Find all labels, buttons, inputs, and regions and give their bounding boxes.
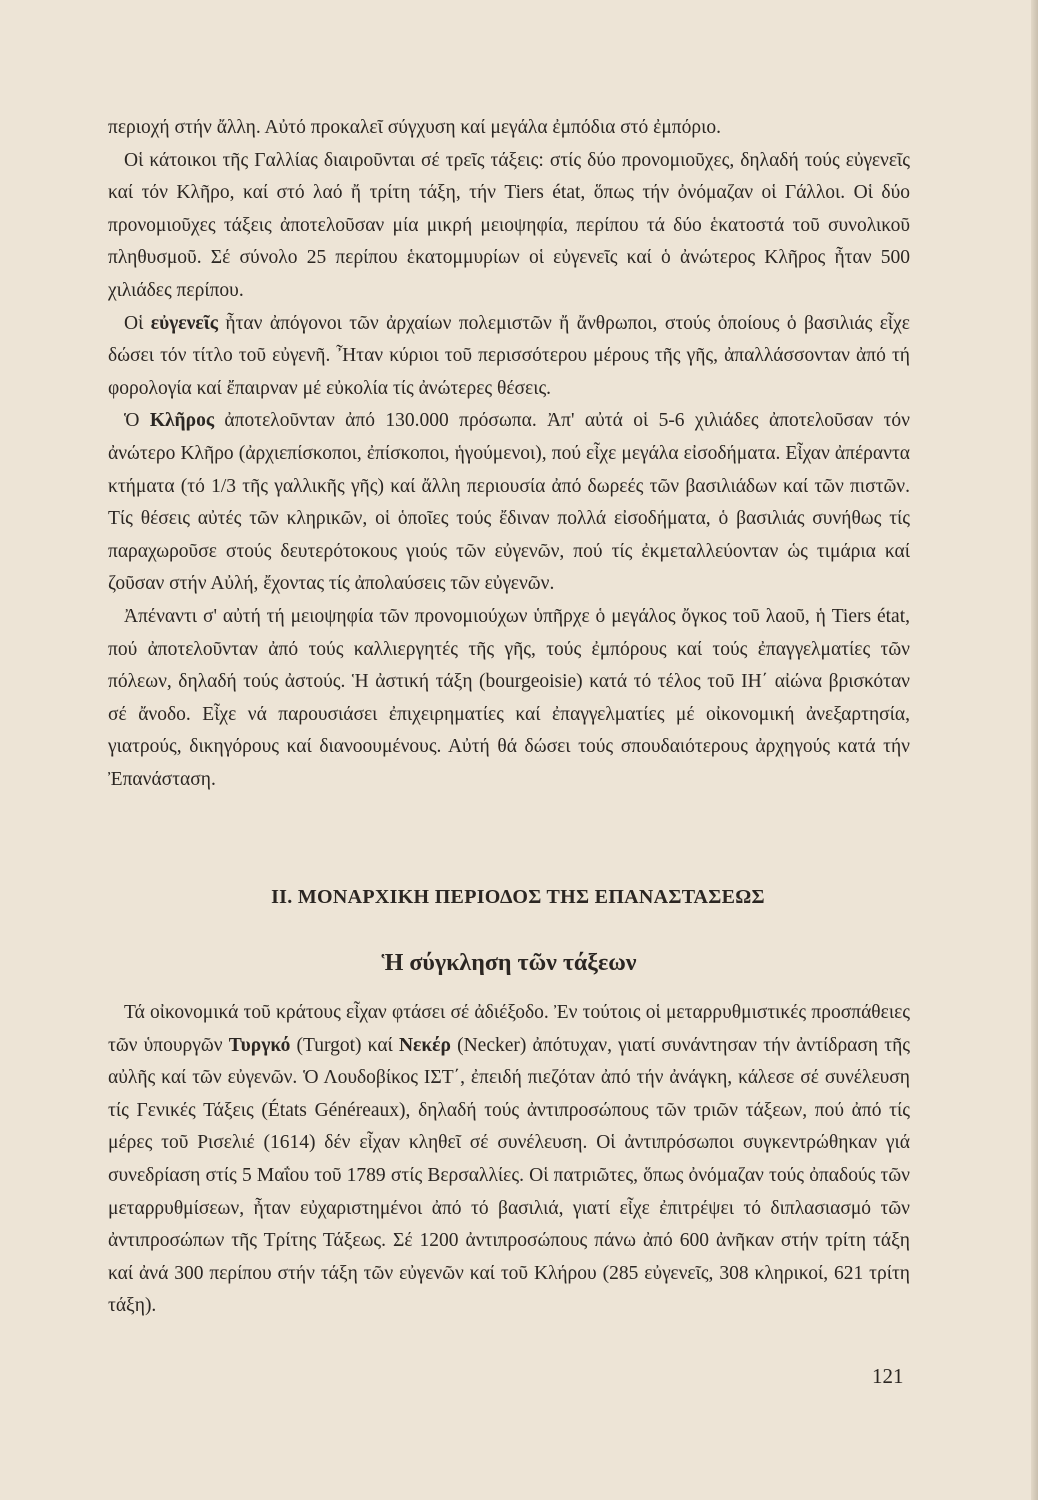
bottom-text-block [108, 997, 910, 1323]
text-run: περιοχή στήν ἄλλη. Αὐτό προκαλεῖ σύγχυση καί μεγάλα ἐμπόδια στό ἐμπόριο. [108, 117, 721, 138]
bold-term: Νεκέρ [398, 1034, 451, 1056]
sub-heading: Ἡ σύγκληση τῶν τάξεων [381, 950, 637, 976]
section-heading: ΙΙ. ΜΟΝΑΡΧΙΚΗ ΠΕΡΙΟΔΟΣ ΤΗΣ ΕΠΑΝΑΣΤΑΣΕΩΣ [271, 886, 765, 908]
paragraph [108, 112, 910, 145]
page-number: 121 [872, 1364, 904, 1388]
paragraph [108, 145, 910, 308]
book-spine-edge [1031, 0, 1038, 1500]
text-run: Τά οἰκονομικά τοῦ κράτους εἶχαν φτάσει σέ ἀδιέξοδο. Ἐν τούτοις οἱ μεταρρυθμιστικές προσπάθειες τῶν ὑπουργῶν [108, 1002, 910, 1056]
bold-term: Κλῆρος [149, 410, 215, 432]
text-run: ἦταν ἀπόγονοι τῶν ἀρχαίων πολεμιστῶν ἤ ἄνθρωποι, στούς ὁποίους ὁ βασιλιάς εἶχε δώσει τόν τίτλο τοῦ εὐγενῆ. Ἦταν κύριοι τοῦ περισσότερου μέρους τῆς γῆς, ἀπαλλάσσονταν ἀπό τή φορολογία καί ἔπαιρναν μέ εὐκολία τίς ἀνώτερες θέσεις. [108, 312, 910, 399]
top-text-block [108, 112, 910, 796]
page-body [108, 112, 911, 1317]
bold-term: εὐγενεῖς [150, 312, 218, 334]
paragraph [108, 601, 910, 797]
bold-term: Τυργκό [228, 1034, 291, 1056]
text-run: (Turgot) καί [290, 1034, 399, 1056]
text-run: Ὁ [124, 410, 150, 432]
paragraph [108, 997, 910, 1323]
text-run: Οἱ κάτοικοι τῆς Γαλλίας διαιροῦνται σέ τρεῖς τάξεις: στίς δύο προνομιοῦχες, δηλαδή τούς εὐγενεῖς καί τόν Κλῆρο, καί στό λαό ἤ τρίτη τάξη, τήν Tiers état, ὅπως τήν ὀνόμαζαν οἱ Γάλλοι. Οἱ δύο προνομιοῦχες τάξεις ἀποτελοῦσαν μία μικρή μειοψηφία, περίπου τά δύο ἑκατοστά τοῦ συνολικοῦ πληθυσμοῦ. Σέ σύνολο 25 περίπου ἑκατομμυρίων οἱ εὐγενεῖς καί ὁ ἀνώτερος Κλῆρος ἦταν 500 χιλιάδες περίπου. [108, 149, 910, 301]
text-run: ἀποτελοῦνταν ἀπό 130.000 πρόσωπα. Ἀπ' αὐτά οἱ 5-6 χιλιάδες ἀποτελοῦσαν τόν ἀνώτερο Κλῆρο (ἀρχιεπίσκοποι, ἐπίσκοποι, ἡγούμενοι), πού εἶχε μεγάλα εἰσοδήματα. Εἶχαν ἀπέραντα κτήματα (τό 1/3 τῆς γαλλικῆς γῆς) καί ἄλλη περιουσία ἀπό δωρεές τῶν βασιλιάδων καί τῶν πιστῶν. Τίς θέσεις αὐτές τῶν κληρικῶν, οἱ ὁποῖες τούς ἔδιναν πολλά εἰσοδήματα, ὁ βασιλιάς συνήθως τίς παραχωροῦσε στούς δευτερότοκους γιούς τῶν εὐγενῶν, πού τίς ἐκμεταλλεύονταν ὡς τιμάρια καί ζοῦσαν στήν Αὐλή, ἔχοντας τίς ἀπολαύσεις τῶν εὐγενῶν. [108, 410, 911, 595]
text-run: Ἀπέναντι σ' αὐτή τή μειοψηφία τῶν προνομιούχων ὑπῆρχε ὁ μεγάλος ὄγκος τοῦ λαοῦ, ἡ Tiers état, πού ἀποτελοῦνταν ἀπό τούς καλλιεργητές τῆς γῆς, τούς ἐμπόρους καί τούς ἐπαγγελματίες τῶν πόλεων, δηλαδή τούς ἀστούς. Ἡ ἀστική τάξη (bourgeoisie) κατά τό τέλος τοῦ ΙΗ΄ αἰώνα βρισκόταν σέ ἄνοδο. Εἶχε νά παρουσιάσει ἐπιχειρηματίες καί ἐπαγγελματίες μέ οἰκονομική ἀνεξαρτησία, γιατρούς, δικηγόρους καί διανοουμένους. Αὐτή θά δώσει τούς σπουδαιότερους ἀρχηγούς κατά τήν Ἐπανάσταση. [108, 605, 910, 790]
text-run: (Necker) ἀπότυχαν, γιατί συνάντησαν τήν ἀντίδραση τῆς αὐλῆς καί τῶν εὐγενῶν. Ὁ Λουδοβίκος ΙΣΤ΄, ἐπειδή πιεζόταν ἀπό τήν ἀνάγκη, κάλεσε σέ συνέλευση τίς Γενικές Τάξεις (États Généreaux), δηλαδή τούς ἀντιπροσώπους τῶν τριῶν τάξεων, πού ἀπό τίς μέρες τοῦ Ρισελιέ (1614) δέν εἶχαν κληθεῖ σέ συνέλευση. Οἱ ἀντιπρόσωποι συγκεντρώθηκαν γιά συνεδρίαση στίς 5 Μαΐου τοῦ 1789 στίς Βερσαλλίες. Οἱ πατριῶτες, ὅπως ὀνόμαζαν τούς ὀπαδούς τῶν μεταρρυθμίσεων, ἦταν εὐχαριστημένοι ἀπό τό βασιλιά, γιατί εἶχε ἐπιτρέψει τό διπλασιασμό τῶν ἀντιπροσώπων τῆς Τρίτης Τάξεως. Σέ 1200 ἀντιπροσώπους πάνω ἀπό 600 ἀνῆκαν στήν τρίτη τάξη καί ἀνά 300 περίπου στήν τάξη τῶν εὐγενῶν καί τοῦ Κλήρου (285 εὐγενεῖς, 308 κληρικοί, 621 τρίτη τάξη). [108, 1034, 910, 1317]
paragraph [108, 308, 910, 406]
text-run: Οἱ [124, 312, 151, 334]
paragraph [108, 405, 910, 601]
